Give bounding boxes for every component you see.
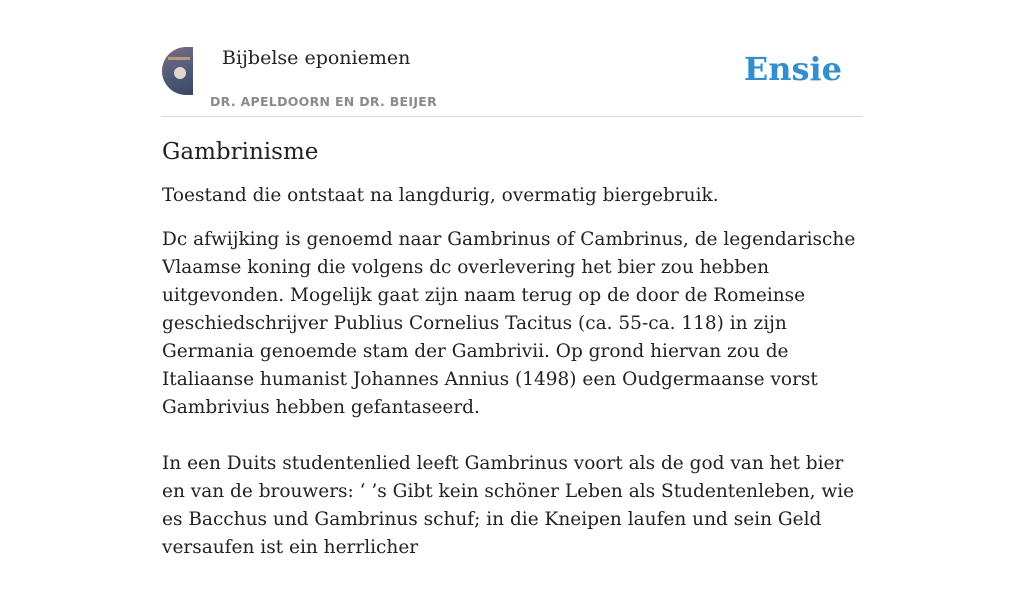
ensie-logo[interactable]: Ensie	[743, 50, 842, 88]
book-authors: DR. APELDOORN EN DR. BEIJER	[210, 94, 438, 109]
entry-paragraph: In een Duits studentenlied leeft Gambrinus voort als de god van het bier en van de brouwers: ‘ ’s Gibt kein schöner Leben als Studentenleben, wie es Bacchus und Gambrinus schuf; in die Kneipen laufen und sein Geld versaufen ist ein herrlicher	[162, 453, 855, 558]
book-title[interactable]: Bijbelse eponiemen	[222, 47, 411, 69]
cover-figure	[174, 67, 186, 79]
book-cover-image[interactable]	[162, 47, 193, 95]
cover-stripe	[168, 57, 190, 60]
entry-definition: Toestand die ontstaat na langdurig, overmatig biergebruik.	[162, 185, 719, 206]
entry-paragraph: Dc afwijking is genoemd naar Gambrinus of Cambrinus, de legendarische Vlaamse koning die volgens dc overlevering het bier zou hebben uitgevonden. Mogelijk gaat zijn naam terug op de door de Romeinse geschiedschrijver Publius Cornelius Tacitus (ca. 55-ca. 118) in zijn Germania genoemde stam der Gambrivii. Op grond hiervan zou de Italiaanse humanist Johannes Annius (1498) een Oudgermaanse vorst Gambrivius hebben gefantaseerd.	[162, 229, 856, 418]
header	[162, 44, 862, 117]
entry-title: Gambrinisme	[162, 139, 319, 165]
entry-content	[162, 139, 867, 590]
